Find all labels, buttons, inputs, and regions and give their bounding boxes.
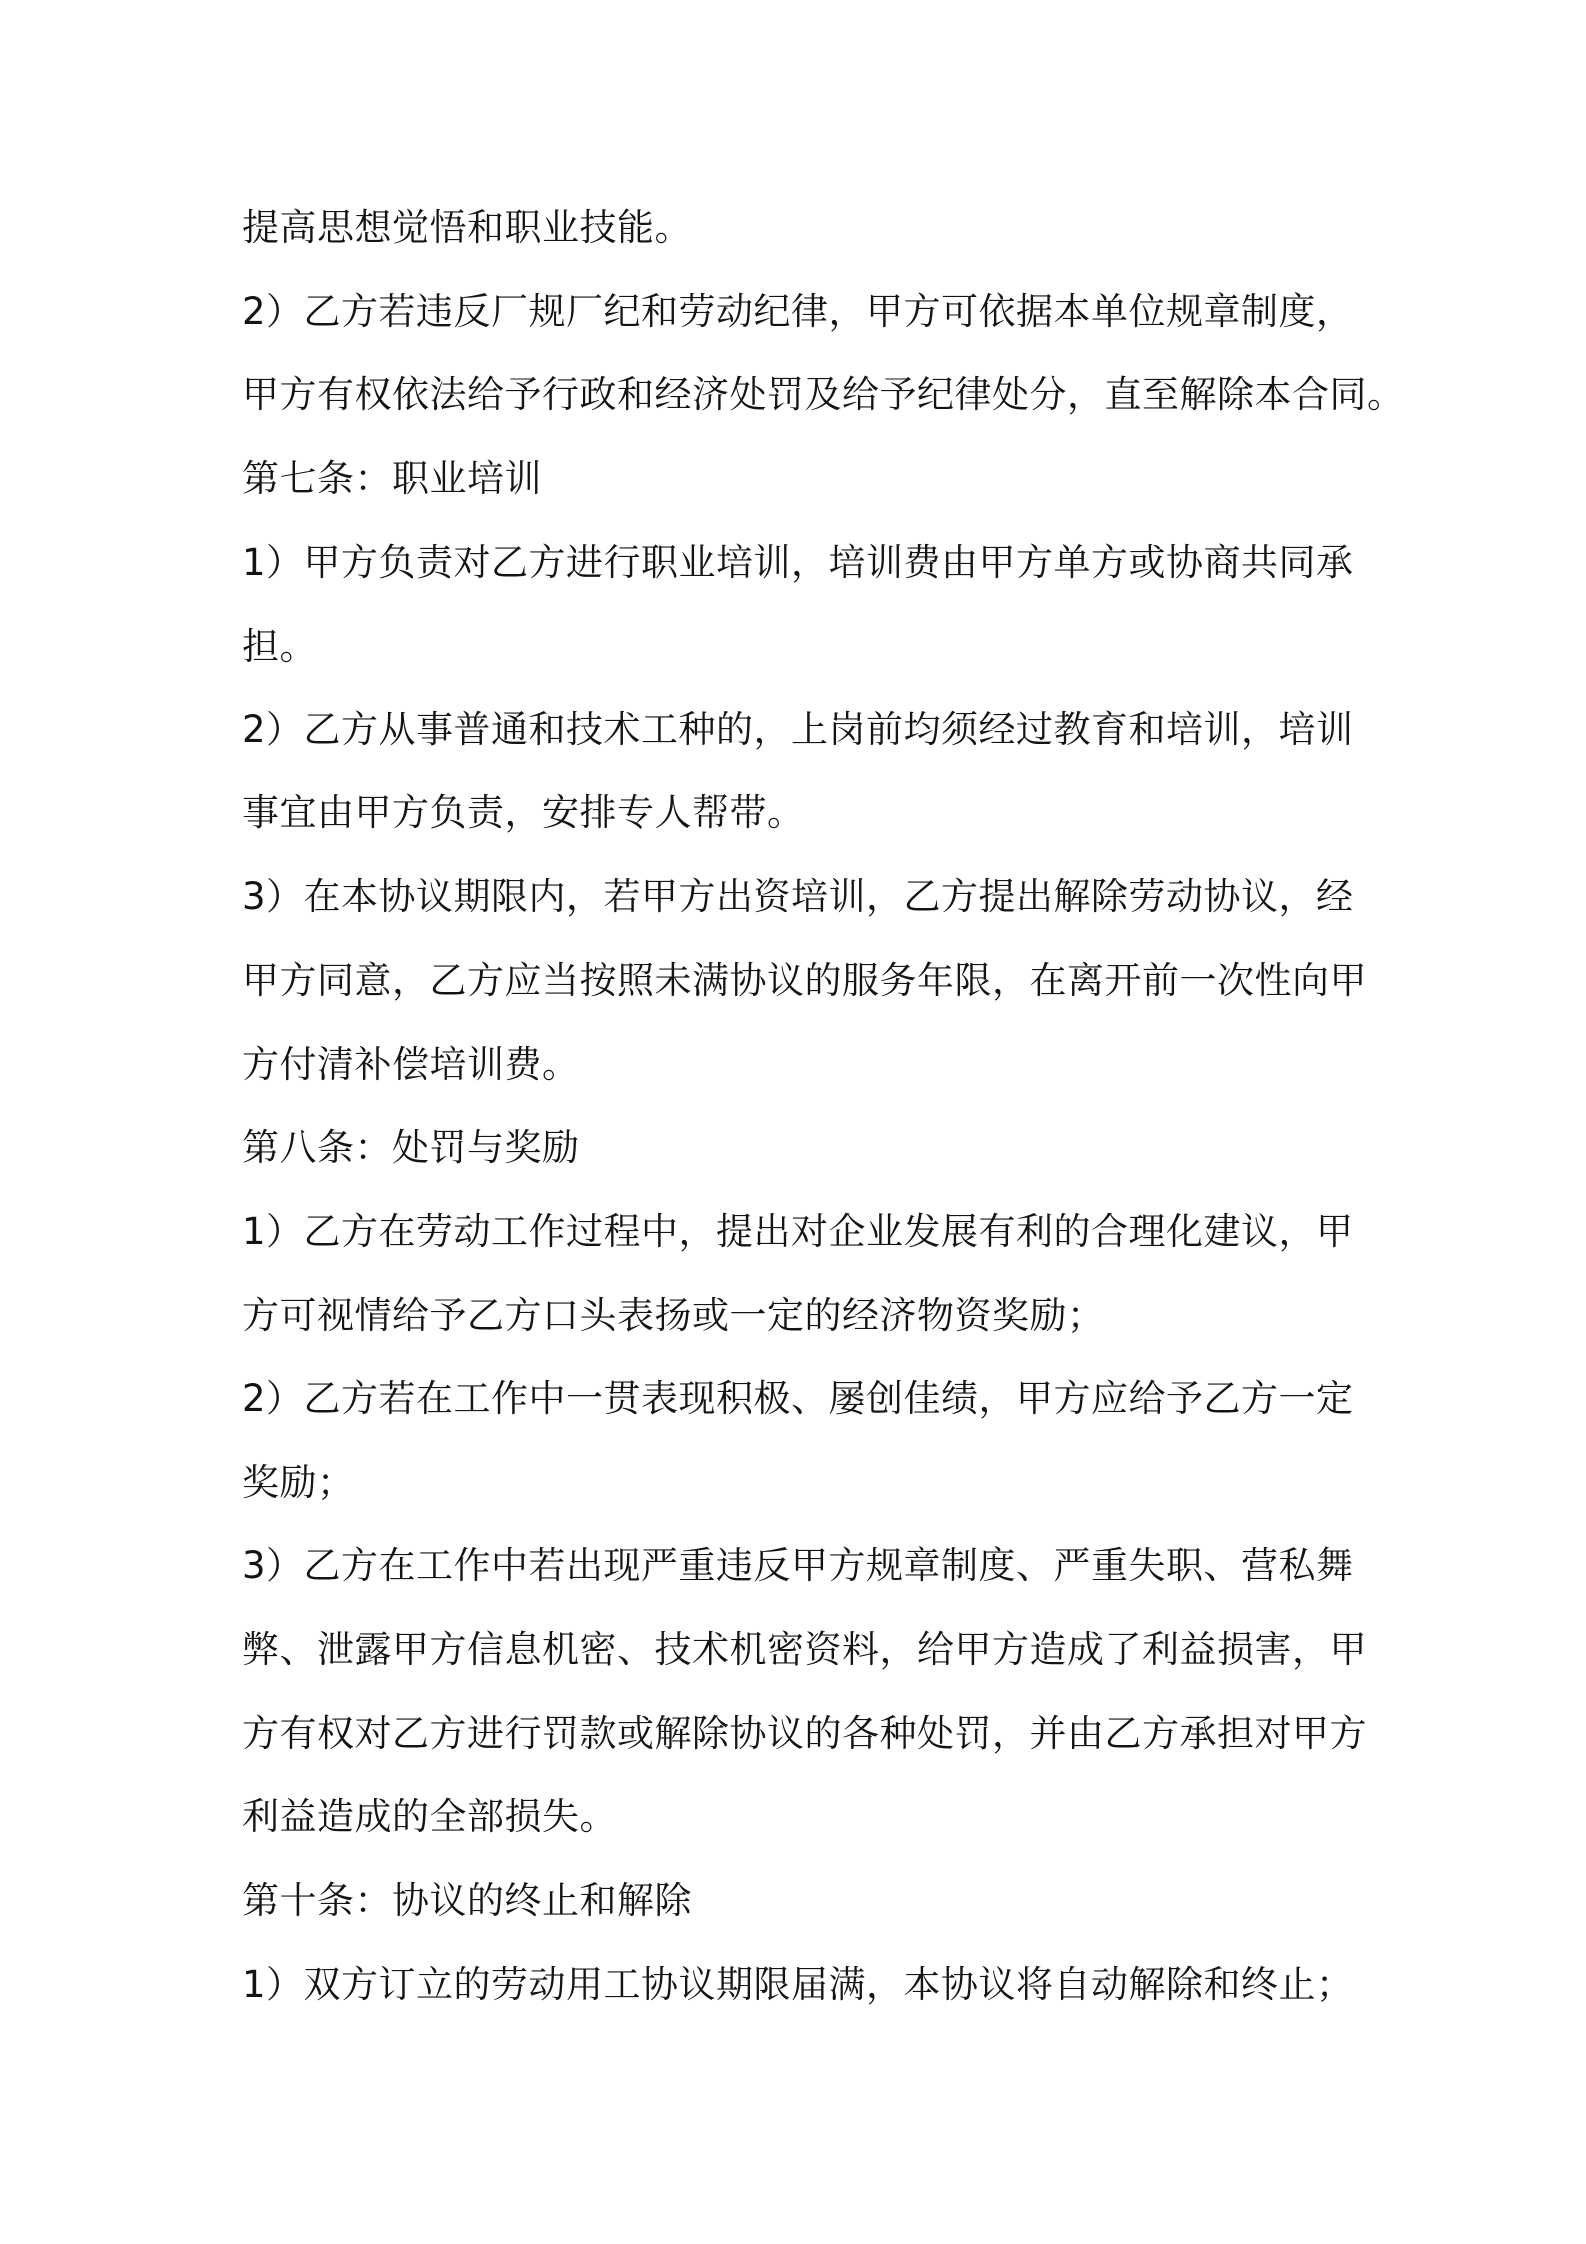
text-line: 甲方有权依法给予行政和经济处罚及给予纪律处分，直至解除本合同。 <box>242 373 1405 416</box>
text-line: 1）乙方在劳动工作过程中，提出对企业发展有利的合理化建议，甲 <box>242 1210 1354 1253</box>
text-line: 2）乙方若违反厂规厂纪和劳动纪律，甲方可依据本单位规章制度， <box>242 290 1354 333</box>
text-line: 2）乙方从事普通和技术工种的，上岗前均须经过教育和培训，培训 <box>242 708 1354 751</box>
text-line: 事宜由甲方负责，安排专人帮带。 <box>242 791 805 834</box>
section-heading-article-8: 第八条：处罚与奖励 <box>242 1126 580 1169</box>
text-line: 方有权对乙方进行罚款或解除协议的各种处罚，并由乙方承担对甲方 <box>242 1712 1367 1755</box>
text-line: 弊、泄露甲方信息机密、技术机密资料，给甲方造成了利益损害，甲 <box>242 1628 1367 1671</box>
text-line: 奖励； <box>242 1461 355 1504</box>
text-line: 1）双方订立的劳动用工协议期限届满，本协议将自动解除和终止； <box>242 1963 1354 2006</box>
text-line: 方付清补偿培训费。 <box>242 1043 580 1086</box>
text-line: 3）乙方在工作中若出现严重违反甲方规章制度、严重失职、营私舞 <box>242 1544 1354 1587</box>
text-line: 担。 <box>242 625 317 668</box>
text-line: 2）乙方若在工作中一贯表现积极、屡创佳绩，甲方应给予乙方一定 <box>242 1377 1354 1420</box>
text-line: 甲方同意，乙方应当按照未满协议的服务年限，在离开前一次性向甲 <box>242 959 1367 1002</box>
text-line: 提高思想觉悟和职业技能。 <box>242 206 692 249</box>
text-line: 方可视情给予乙方口头表扬或一定的经济物资奖励； <box>242 1294 1105 1337</box>
text-line: 利益造成的全部损失。 <box>242 1795 617 1838</box>
text-line: 1）甲方负责对乙方进行职业培训，培训费由甲方单方或协商共同承 <box>242 541 1354 584</box>
section-heading-article-10: 第十条：协议的终止和解除 <box>242 1879 692 1922</box>
text-line: 3）在本协议期限内，若甲方出资培训，乙方提出解除劳动协议，经 <box>242 875 1354 918</box>
section-heading-article-7: 第七条：职业培训 <box>242 457 542 500</box>
